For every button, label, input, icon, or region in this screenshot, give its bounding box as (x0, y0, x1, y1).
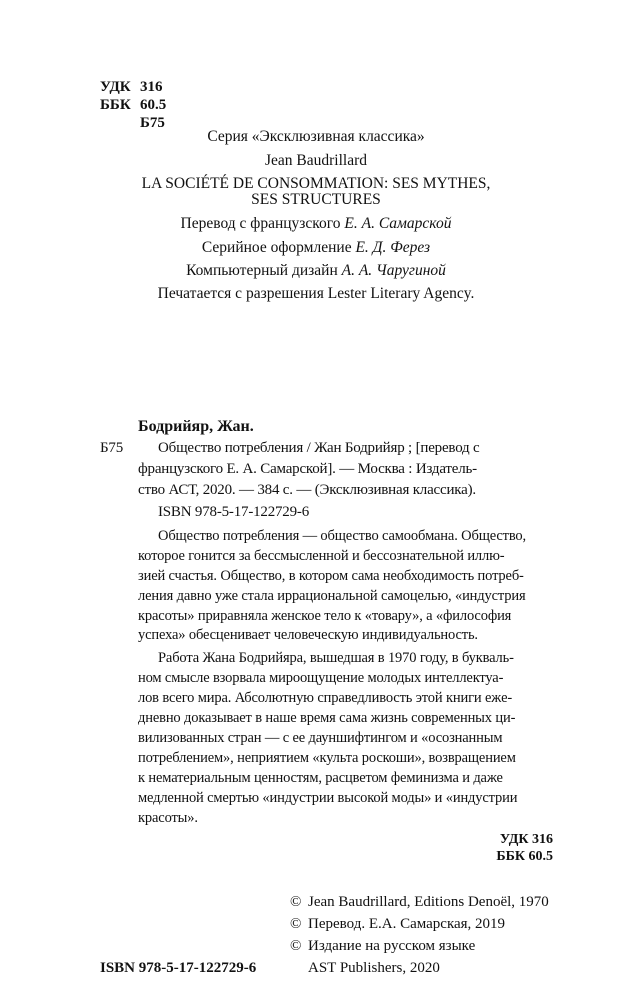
bottom-bbk: ББК 60.5 (496, 849, 553, 864)
annotation-p1-line-3: зией счастья. Общество, в котором сама необходимость потреб- (138, 568, 524, 584)
annotation-p2-line-8: медленной смертью «индустрии высокой моды» и «индустрии (138, 790, 518, 806)
bottom-isbn: ISBN 978-5-17-122729-6 (100, 960, 257, 976)
catalog-isbn: ISBN 978-5-17-122729-6 (158, 504, 310, 520)
annotation-p2-line-7: к нематериальным ценностям, расцветом феминизма и даже (138, 770, 503, 786)
annotation-p2-line-9: красоты». (138, 810, 198, 826)
annotation-p1-line-6: успеха» обесценивает человеческую индивидуальность. (138, 627, 478, 643)
catalog-entry-line-2: французского Е. А. Самарской]. — Москва : Издатель- (138, 461, 477, 477)
bottom-udk: УДК 316 (499, 832, 553, 847)
computer-design-credit (0, 262, 632, 280)
bbk-label: ББК (100, 97, 131, 113)
permission-line: Печатается с разрешения Lester Literary Agency. (157, 285, 475, 302)
catalog-author-heading: Бодрийяр, Жан. (138, 418, 254, 435)
annotation-p2-line-6: потреблением», неприятием «культа роскоши», возвращением (138, 750, 516, 766)
copyright-text-2: Перевод. Е.А. Самарская, 2019 (308, 916, 506, 932)
annotation-p1-line-4: ления давно уже стала иррациональной самоцелью, «индустрия (138, 588, 526, 604)
copyright-text-3: Издание на русском языке (308, 938, 476, 954)
bbk-value: 60.5 (140, 97, 167, 113)
translation-credit (0, 215, 632, 233)
annotation-p1-line-1: Общество потребления — общество самообмана. Общество, (158, 528, 527, 544)
copyright-text-1: Jean Baudrillard, Editions Denoël, 1970 (308, 894, 549, 910)
author-mark: Б75 (140, 115, 165, 131)
annotation-p1-line-2: которое гонится за бессмысленной и бессознательной иллю- (138, 548, 505, 564)
annotation-p2-line-1: Работа Жана Бодрийяра, вышедшая в 1970 году, в букваль- (158, 650, 514, 666)
original-author: Jean Baudrillard (264, 152, 367, 169)
translation-prefix: Перевод с французского (180, 215, 341, 232)
annotation-p2-line-5: вилизованных стран — с ее дауншифтингом и «осознанным (138, 730, 503, 746)
udk-row (100, 78, 166, 96)
catalog-mark: Б75 (100, 440, 124, 456)
series-line: Серия «Эксклюзивная классика» (207, 128, 425, 145)
copyright-symbol-3: © (290, 938, 302, 954)
annotation-p2-line-3: лов всего мира. Абсолютную справедливость этой книги ежe- (138, 690, 513, 706)
computer-designer-name: А. А. Чаругиной (341, 262, 446, 279)
computer-design-prefix: Компьютерный дизайн (186, 262, 338, 279)
original-title-line2: SES STRUCTURES (251, 191, 381, 208)
annotation-p2-line-4: дневно доказывает в наше время сама жизнь современных ци- (138, 710, 516, 726)
annotation-p1-line-5: красоты» приравняла женское тело к «товару», а «философия (138, 608, 512, 624)
udk-value: 316 (140, 79, 163, 95)
series-design-prefix: Серийное оформление (201, 239, 352, 256)
copyright-symbol-1: © (290, 894, 302, 910)
original-title-line1: LA SOCIÉTÉ DE CONSOMMATION: SES MYTHES, (141, 175, 491, 192)
copyright-symbol-2: © (290, 916, 302, 932)
classification-block (100, 78, 166, 132)
copyright-line-3 (290, 938, 475, 955)
copyright-line-2 (290, 916, 505, 933)
series-design-credit (0, 239, 632, 257)
translator-name: Е. А. Самарской (344, 215, 452, 232)
udk-label: УДК (100, 79, 131, 95)
catalog-entry-line-1: Общество потребления / Жан Бодрийяр ; [перевод с (158, 440, 480, 456)
copyright-line-1 (290, 894, 549, 911)
copyright-line-4: AST Publishers, 2020 (308, 960, 440, 976)
series-designer-name: Е. Д. Ферез (355, 239, 431, 256)
annotation-p2-line-2: ном смысле взорвала мироощущение молодых интеллектуа- (138, 670, 504, 686)
bbk-row (100, 96, 166, 114)
catalog-entry-line-3: ство АСТ, 2020. — 384 с. — (Эксклюзивная классика). (138, 482, 476, 498)
